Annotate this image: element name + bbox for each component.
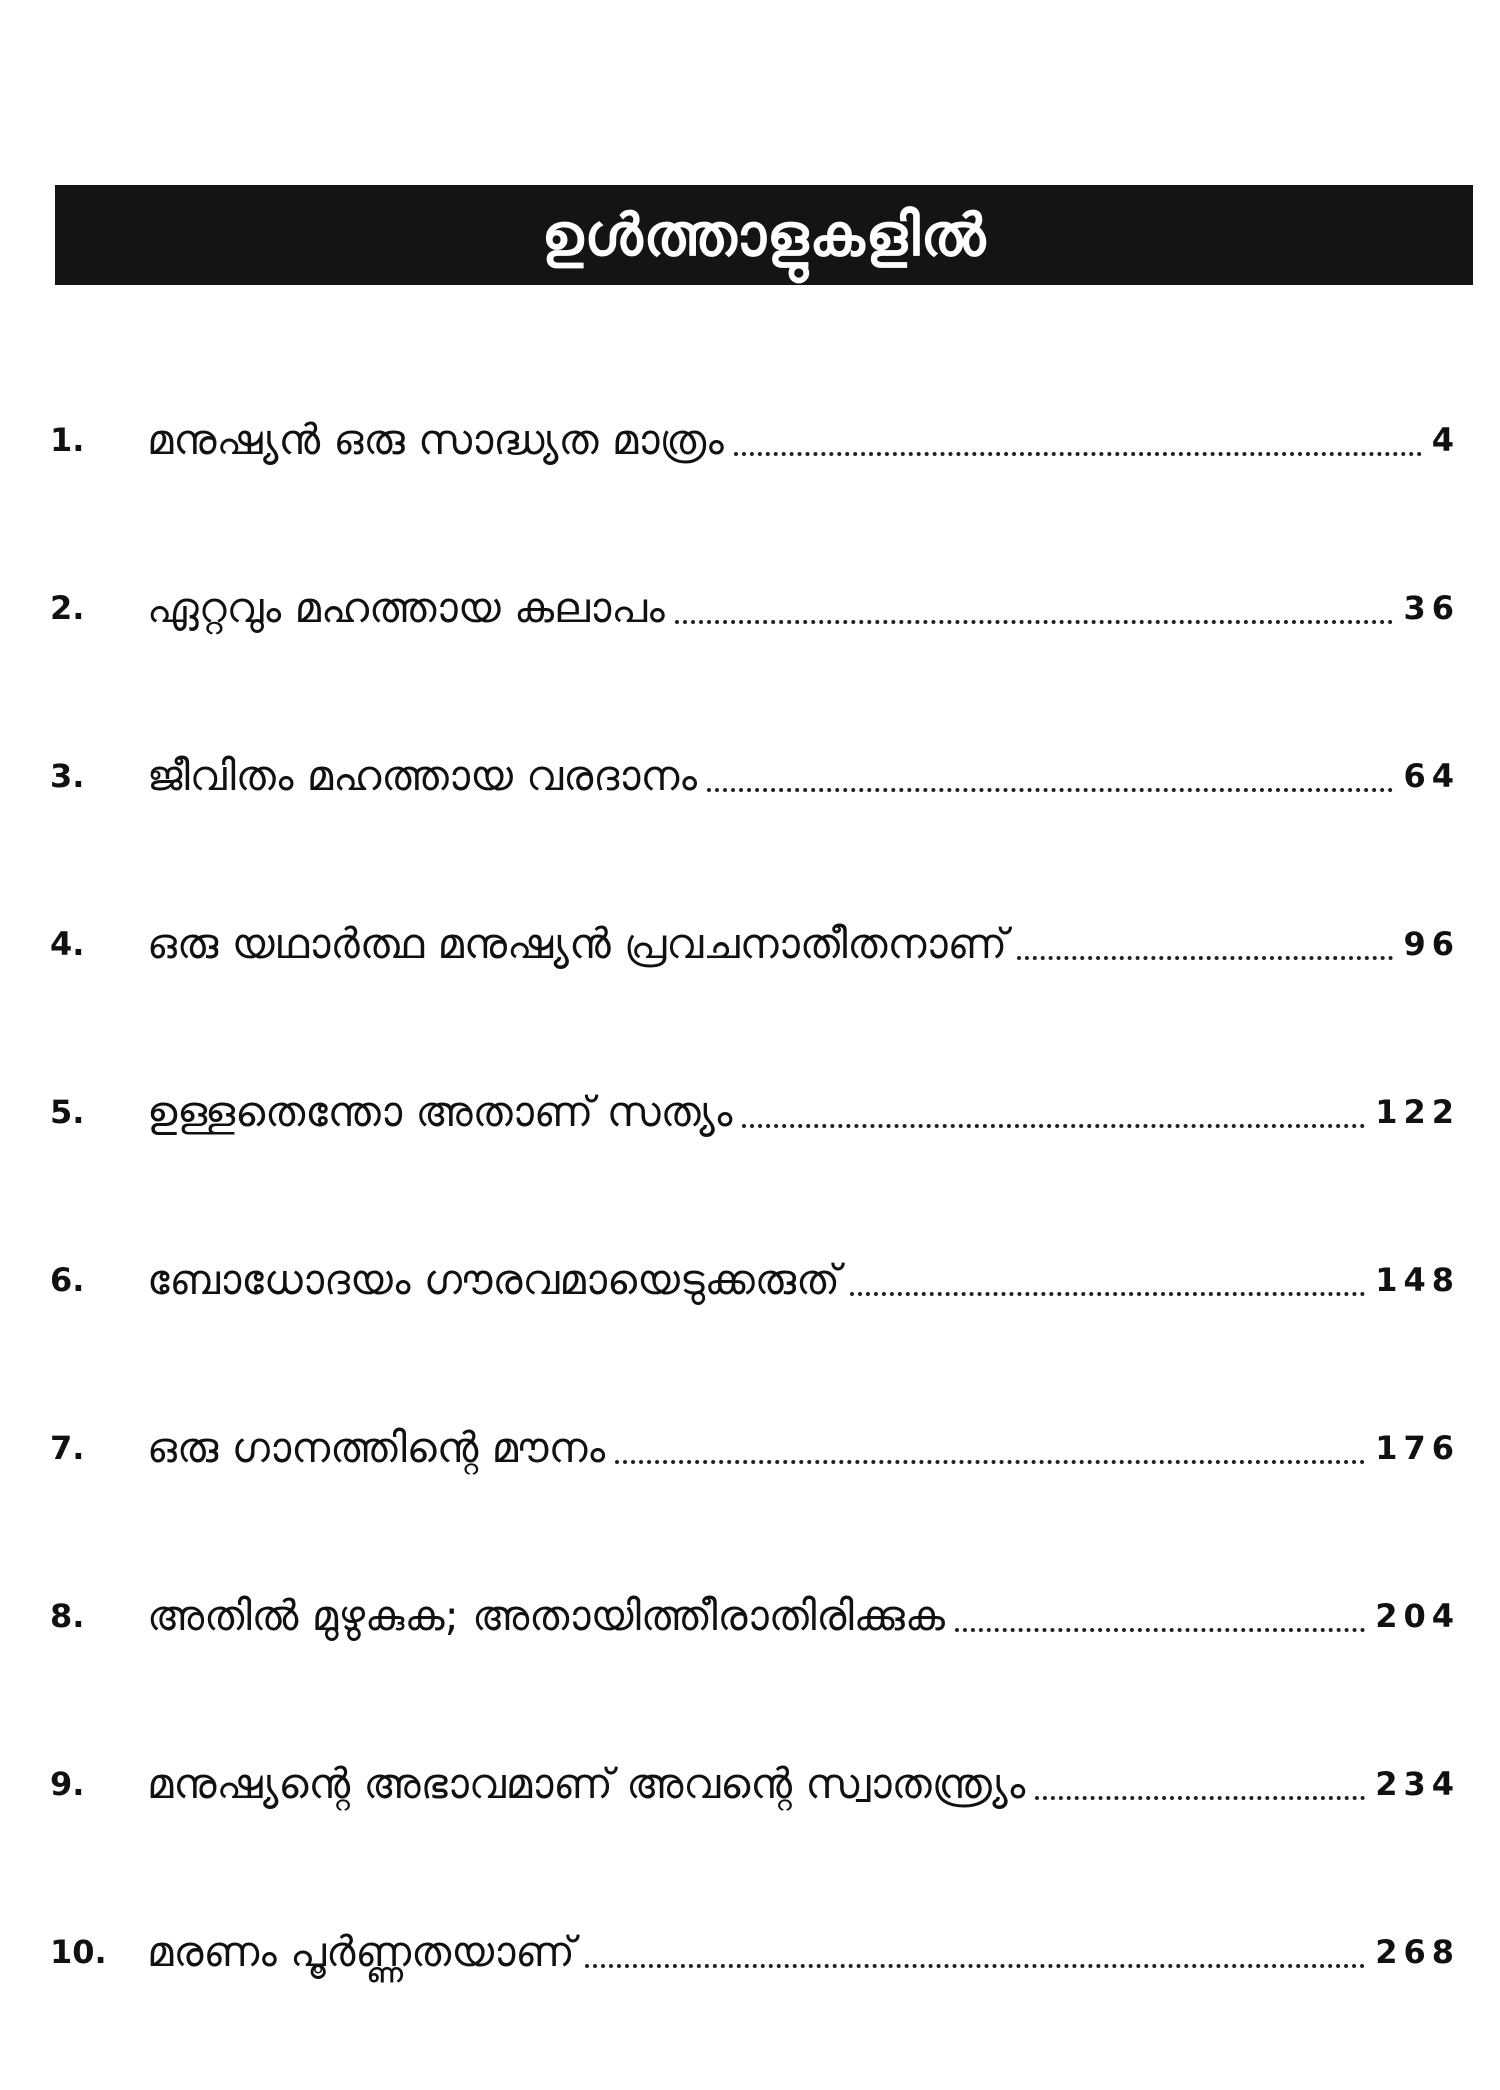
toc-entry-page: 234	[1375, 1765, 1460, 1803]
toc-entry-title: ബോധോദയം ഗൗരവമായെടുക്കരുത്	[147, 1255, 840, 1304]
toc-entry	[45, 410, 1465, 578]
toc-entry-number: 10.	[50, 1933, 107, 1971]
toc-entry-page: 4	[1431, 421, 1460, 459]
toc-entry	[45, 1586, 1465, 1754]
dot-leader	[955, 1586, 1365, 1646]
toc-entry-title: ഒരു ഗാനത്തിന്റെ മൗനം	[147, 1423, 606, 1472]
toc-entry-number: 4.	[50, 925, 85, 963]
toc-entry-page: 96	[1403, 925, 1460, 963]
dot-leader	[615, 1418, 1365, 1478]
toc-entry-title: മനുഷ്യന്റെ അഭാവമാണ് അവന്റെ സ്വാതന്ത്ര്യം	[147, 1759, 1026, 1808]
dot-leader	[1017, 914, 1393, 974]
toc-entry-title: അതിൽ മുഴുകുക; അതായിത്തീരാതിരിക്കുക	[147, 1591, 945, 1640]
toc-entry-page: 268	[1375, 1933, 1460, 1971]
toc-entry	[45, 1754, 1465, 1922]
toc-entry	[45, 914, 1465, 1082]
toc-entry-number: 3.	[50, 757, 85, 795]
dot-leader	[850, 1250, 1365, 1310]
toc-entry-page: 64	[1403, 757, 1460, 795]
dot-leader	[742, 1082, 1365, 1142]
toc-entry-number: 1.	[50, 421, 85, 459]
toc-entry-title: ഏറ്റവും മഹത്തായ കലാപം	[147, 583, 665, 632]
toc-entry-number: 2.	[50, 589, 85, 627]
toc-entry	[45, 1250, 1465, 1418]
toc-entry-title: ഒരു യഥാർത്ഥ മനുഷ്യൻ പ്രവചനാതീതനാണ്	[147, 919, 1008, 968]
dot-leader	[675, 578, 1394, 638]
page-title: ഉൾത്താളുകളിൽ	[541, 201, 987, 269]
dot-leader	[1035, 1754, 1365, 1814]
toc-entry	[45, 1418, 1465, 1586]
dot-leader	[585, 1922, 1365, 1982]
toc-entry-page: 204	[1375, 1597, 1460, 1635]
toc-entry-number: 5.	[50, 1093, 85, 1131]
table-of-contents	[45, 410, 1465, 2090]
toc-entry-title: ജീവിതം മഹത്തായ വരദാനം	[147, 751, 697, 800]
toc-entry-number: 7.	[50, 1429, 85, 1467]
toc-entry	[45, 578, 1465, 746]
toc-entry-number: 6.	[50, 1261, 85, 1299]
toc-entry-title: ഉള്ളതെന്തോ അതാണ് സത്യം	[147, 1087, 733, 1136]
toc-entry-title: മരണം പൂർണ്ണതയാണ്	[147, 1927, 575, 1976]
toc-entry	[45, 746, 1465, 914]
toc-entry-number: 9.	[50, 1765, 85, 1803]
toc-entry-title: മനുഷ്യൻ ഒരു സാദ്ധ്യത മാത്രം	[147, 415, 724, 464]
toc-entry-number: 8.	[50, 1597, 85, 1635]
toc-entry	[45, 1082, 1465, 1250]
dot-leader	[734, 410, 1422, 470]
toc-entry-page: 36	[1403, 589, 1460, 627]
toc-entry	[45, 1922, 1465, 2090]
dot-leader	[707, 746, 1393, 806]
toc-entry-page: 148	[1375, 1261, 1460, 1299]
toc-entry-page: 176	[1375, 1429, 1460, 1467]
toc-entry-page: 122	[1375, 1093, 1460, 1131]
heading-banner	[55, 185, 1473, 285]
